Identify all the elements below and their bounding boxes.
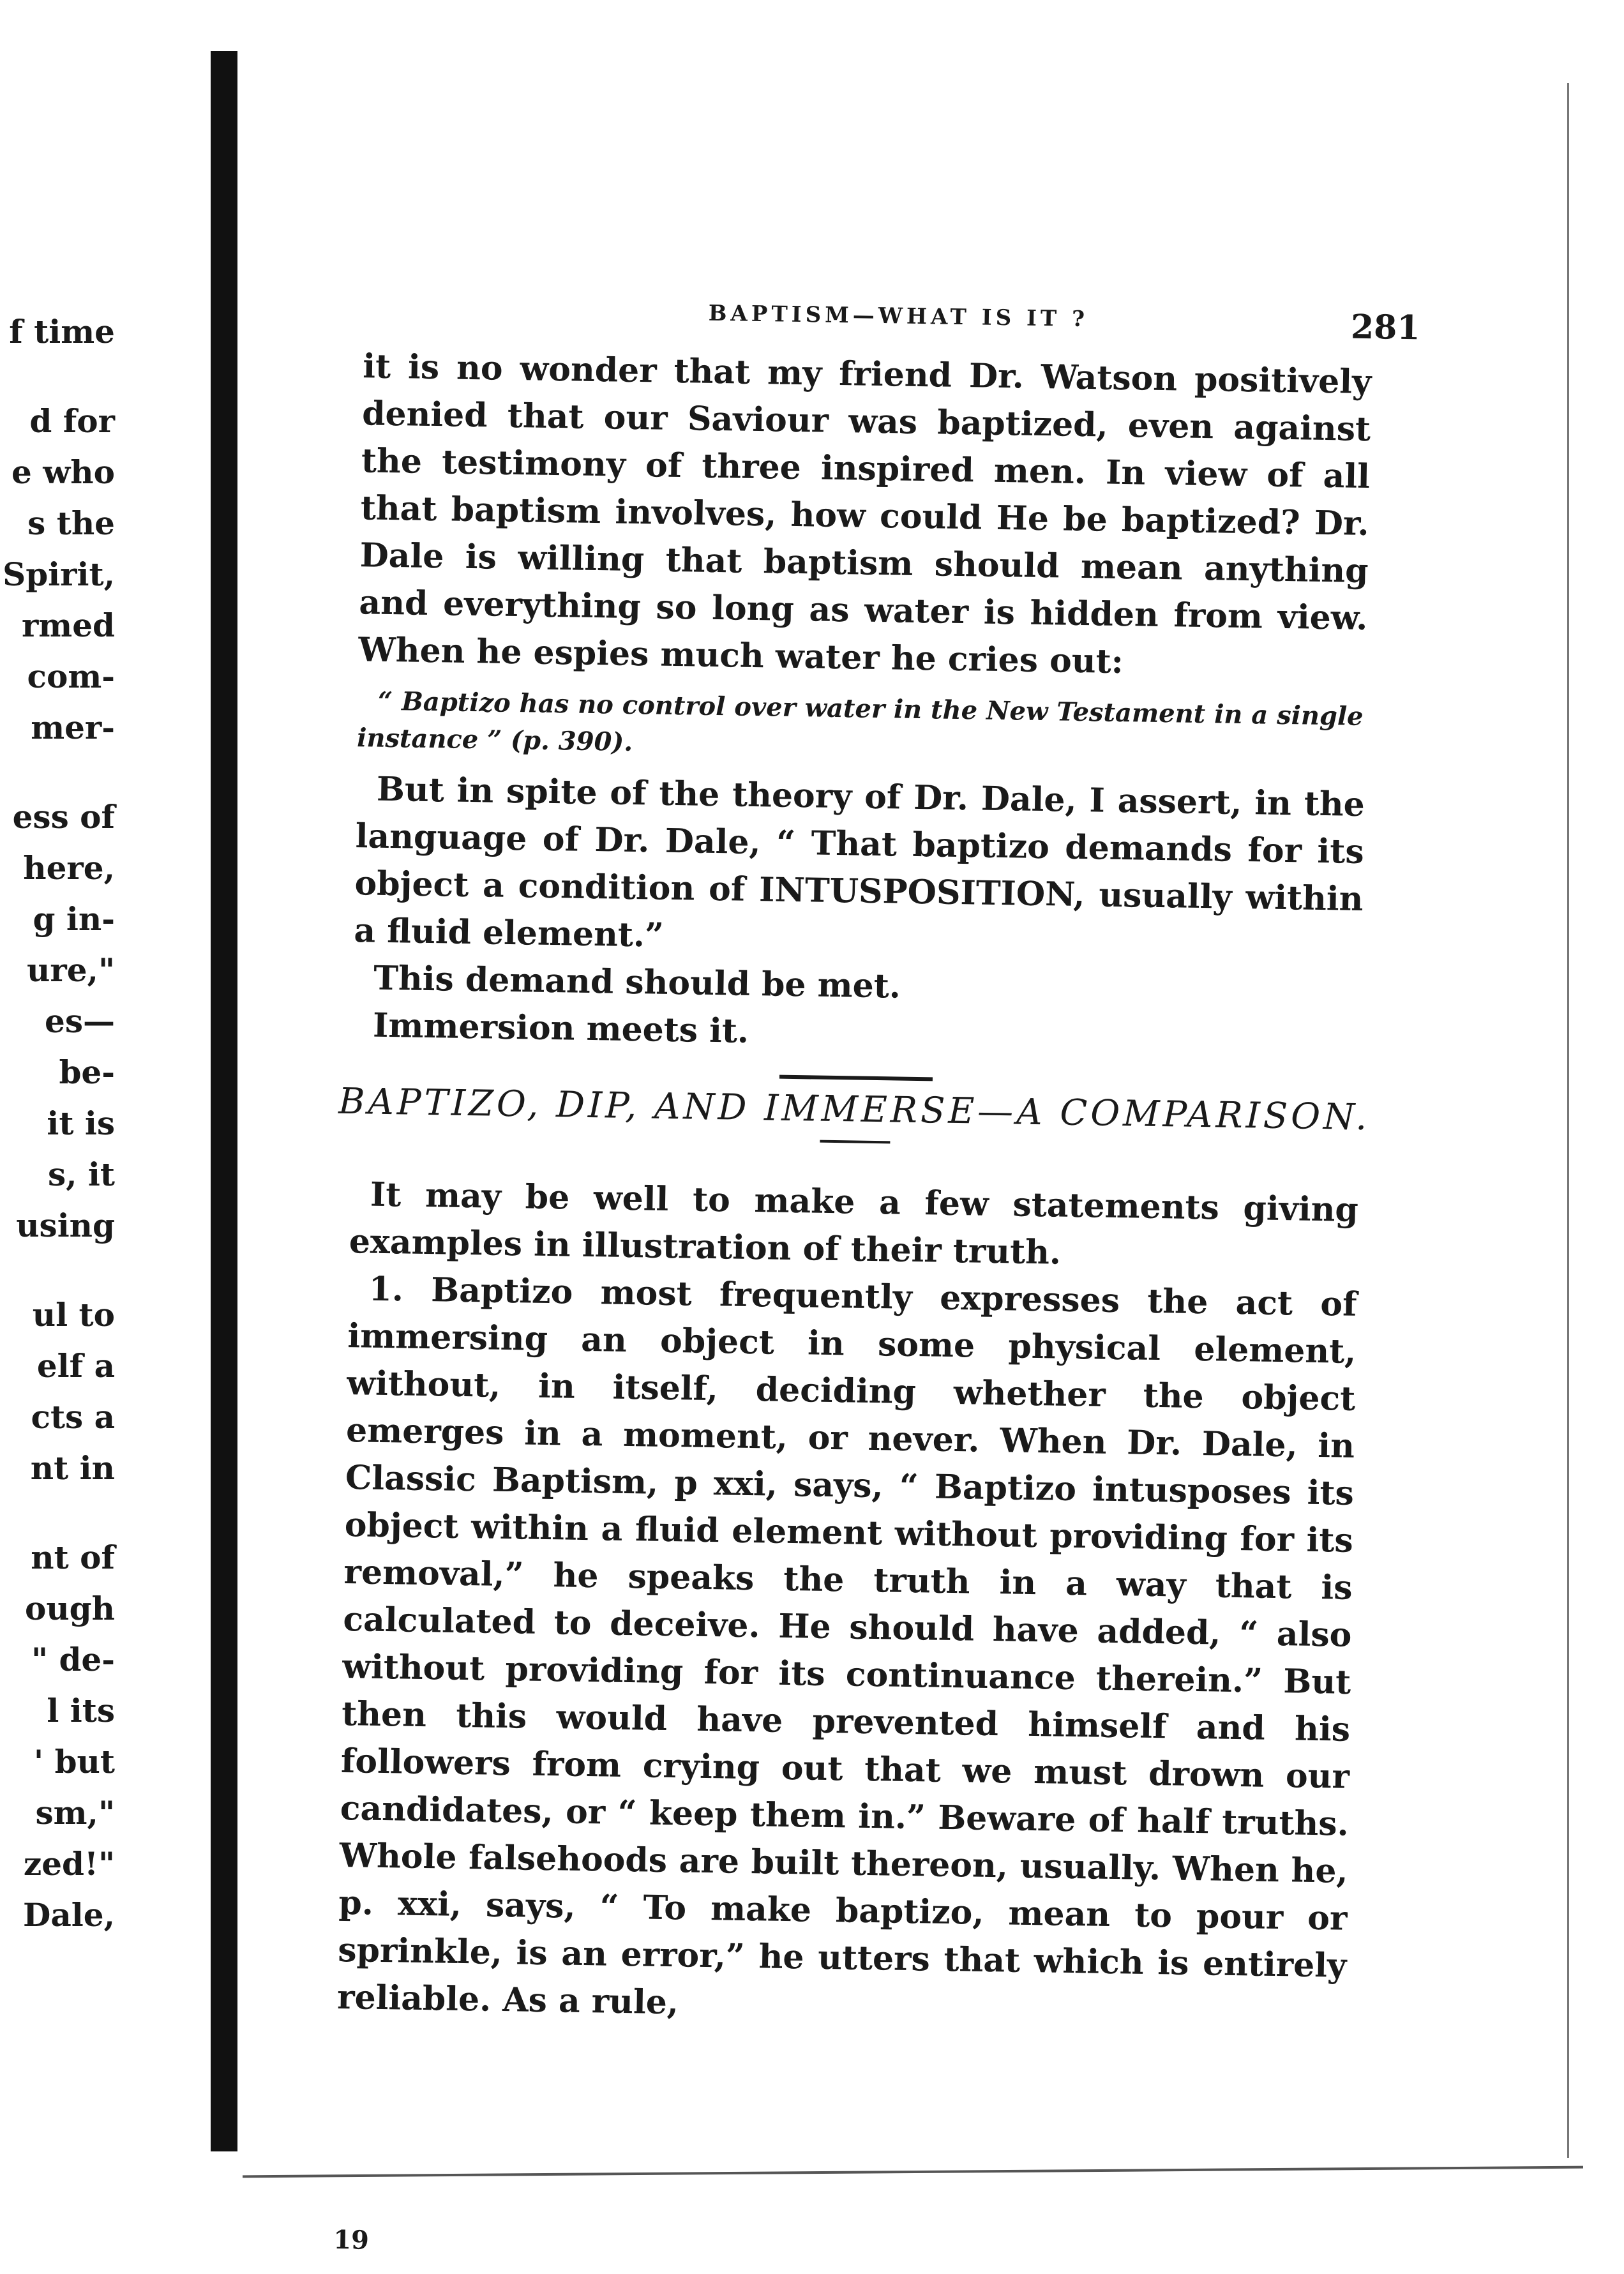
left-page-line: com- (27, 658, 115, 695)
left-page-line: es— (45, 1002, 115, 1040)
left-page-line: be- (59, 1053, 115, 1091)
left-page-line: sm," (35, 1794, 115, 1832)
left-page-line: nt in (30, 1449, 115, 1487)
left-page-line: s the (27, 504, 115, 542)
paragraph: This demand should be met. (373, 958, 901, 1006)
left-page-line: using (16, 1207, 115, 1244)
left-page-line: d for (29, 402, 115, 440)
running-title: BAPTISM—WHAT IS IT ? (708, 300, 1089, 333)
paragraph: 1. Baptizo most frequently expresses the act of immersing an object in some physical element, without, in itself, deciding whether the object emerges in a moment, or never. When Dr. Dale, in Classic Baptism, p xxi, says, “ Baptizo intusposes its object within a fluid element without providing for its removal,” he speaks the truth in a way that is calculated to deceive. He should have added, “ also without providing for its continuance therein.” But then this would have prevented himself and his followers from crying out that we must drown our candidates, or “ keep them in.” Beware of half truths. Whole falsehoods are built thereon, usually. When he, p. xxi, says, “ To make baptizo, mean to pour or sprinkle, is an error,” he utters that which is entirely reliable. As a rule, (336, 1269, 1357, 2022)
left-page-line: zed!" (23, 1845, 115, 1883)
page-body (333, 343, 1372, 2255)
left-page-line: Dale, (23, 1896, 115, 1934)
left-page-line: l its (47, 1692, 115, 1729)
left-page-line: Spirit, (3, 555, 115, 593)
page-edge-right (1567, 83, 1588, 2158)
left-page-line: s, it (47, 1156, 115, 1193)
paragraph: Immersion meets it. (372, 1005, 749, 1051)
left-page-line: ' but (33, 1743, 115, 1781)
left-page-line: it is (47, 1104, 115, 1142)
section-rule (779, 1075, 933, 1081)
running-head (364, 228, 1421, 348)
left-page-line: ess of (12, 798, 115, 836)
section-rule-short (820, 1140, 890, 1144)
paragraph: it is no wonder that my friend Dr. Watson positively denied that our Saviour was baptized, even against the testimony of three inspired men. In view of all that baptism involves, how could He be baptized? Dr. Dale is willing that baptism should mean anything and everything so long as water is hidden from view. When he espies much water he cries out: (357, 347, 1372, 682)
left-page-line: rmed (21, 606, 115, 644)
section-heading: BAPTIZO, DIP, AND IMMERSE—A COMPARISON. (338, 1080, 1371, 1139)
right-page (169, 34, 1581, 2255)
left-page-line: g in- (33, 900, 115, 938)
page-number: 281 (1350, 307, 1421, 348)
left-page-line: ough (24, 1590, 115, 1627)
left-page-line: cts a (31, 1398, 115, 1436)
paragraph: But in spite of the theory of Dr. Dale, I assert, in the language of Dr. Dale, “ That baptizo demands for its object a condition of INTUSPOSITION, usually within a fluid element.” (354, 769, 1365, 955)
left-page-line: " de- (31, 1641, 115, 1678)
left-page-line: e who (11, 453, 115, 491)
signature-mark: 19 (333, 2224, 370, 2255)
left-page-line: f time (9, 313, 115, 350)
left-page-line: elf a (36, 1347, 115, 1385)
left-page-line: ure," (27, 951, 115, 989)
left-page-line: ul to (32, 1296, 115, 1334)
block-quote: “ Baptizo has no control over water in the New Testament in a single instance ” (p. 390). (356, 686, 1364, 757)
paragraph: It may be well to make a few statements giving examples in illustration of their truth. (349, 1175, 1359, 1272)
left-page-line: here, (23, 849, 115, 887)
page-content (333, 228, 1421, 2255)
left-page-line: nt of (31, 1539, 115, 1576)
left-page-line: mer- (31, 709, 115, 746)
